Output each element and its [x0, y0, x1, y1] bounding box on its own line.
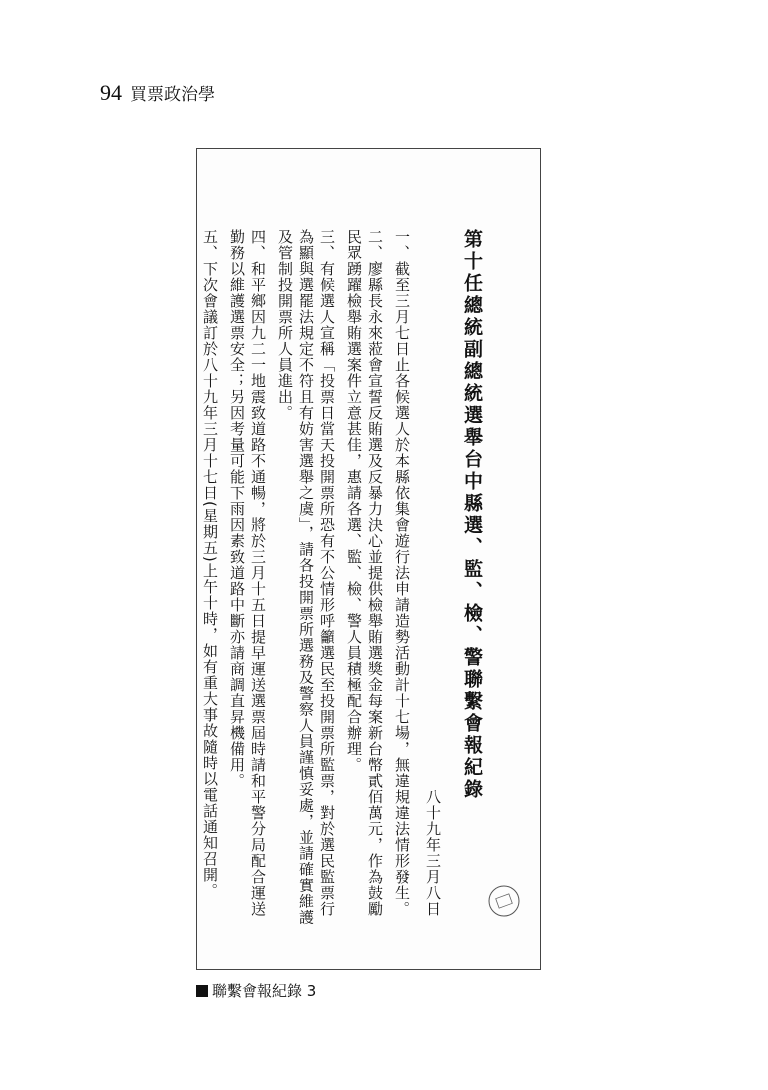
running-title: 買票政治學 — [130, 85, 215, 105]
document-date: 八十九年三月八日 — [424, 789, 442, 917]
document-item-3: 三、有候選人宣稱「投票日當天投開票所恐有不公情形呼籲選民至投開票所監票，對於選民監票行為顯與選罷法規定不符且有妨害選舉之虞」，請各投開票所選務及警察人員謹慎妥處，並請確實維護及管制投開票所人員進出。 — [276, 229, 336, 926]
seal-stamp — [487, 884, 521, 918]
caption-square-icon — [196, 985, 208, 997]
figure-caption — [196, 980, 316, 1001]
document-item-4: 四、和平鄉因九二一地震致道路不通暢，將於三月十五日提早運送選票屆時請和平警分局配合運送勤務以維護選票安全；另因考量可能下雨因素致道路中斷亦請商調直昇機備用。 — [228, 229, 267, 917]
seal-stamp-icon — [487, 884, 521, 918]
document-item-5: 五、下次會議訂於八十九年三月十七日(星期五)上午十時，如有重大事故隨時以電話通知召開。 — [201, 229, 219, 899]
document-item-1: 一、截至三月七日止各候選人於本縣依集會遊行法申請造勢活動計十七場，無違規違法情形發生。 — [393, 229, 411, 917]
scanned-document — [196, 148, 541, 970]
caption-text: 聯繫會報紀錄 3 — [212, 982, 317, 1000]
document-item-2: 二、廖縣長永來蒞會宣誓反賄選及反暴力決心並提供檢舉賄選獎金每案新台幣貳佰萬元，作為鼓勵民眾踴躍檢舉賄選案件立意甚佳，惠請各選、監、檢、警人員積極配合辦理。 — [345, 229, 384, 917]
document-body — [201, 229, 483, 929]
document-title: 第十任總統副總統選舉台中縣選、監、檢、警聯繫會報紀錄 — [461, 229, 483, 801]
page-header — [100, 80, 215, 110]
page-number: 94 — [100, 80, 122, 105]
